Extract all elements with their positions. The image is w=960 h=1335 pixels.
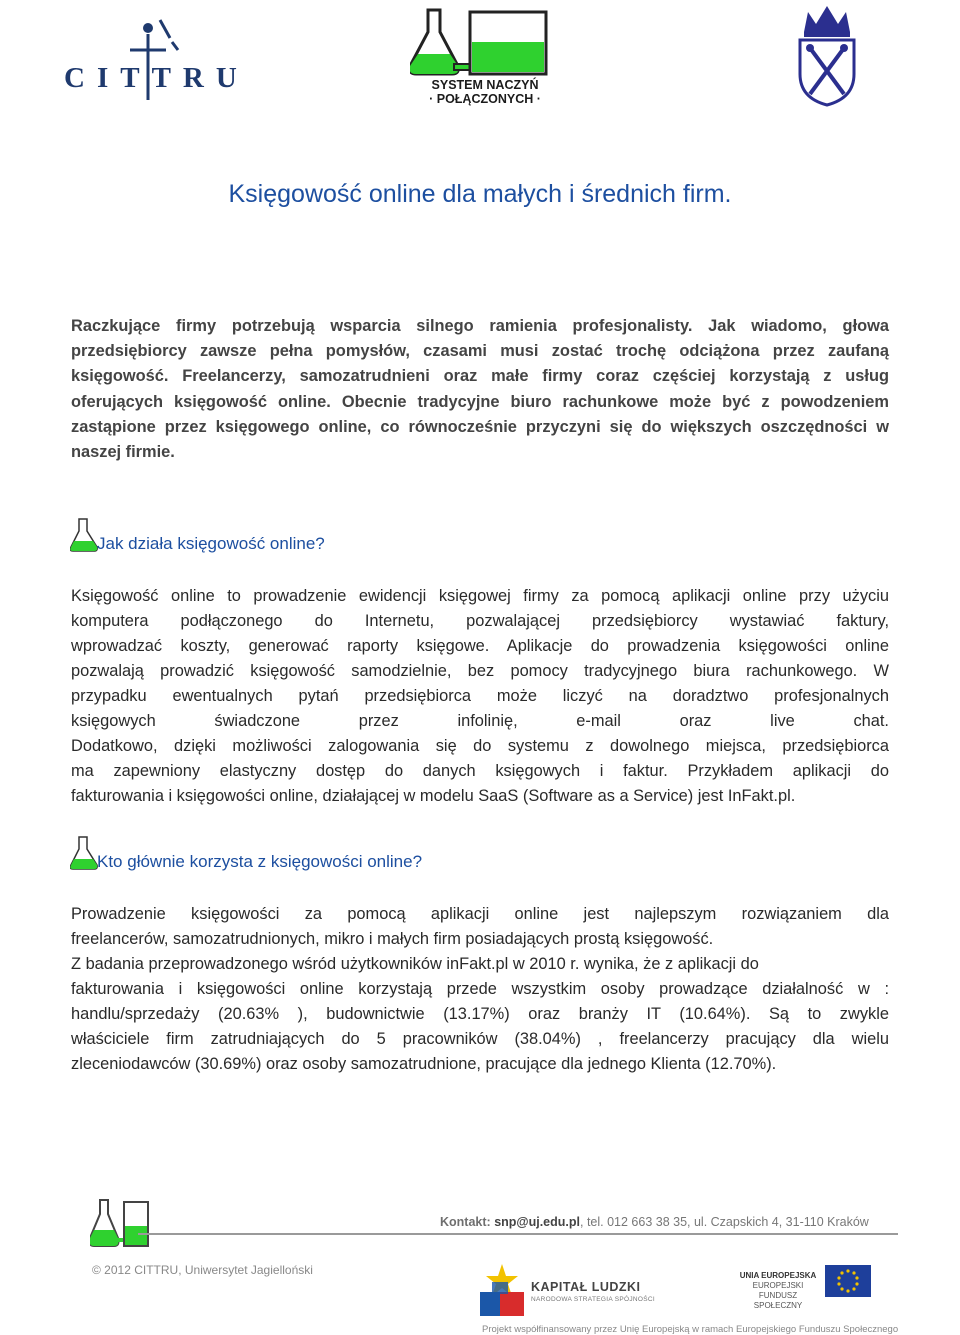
section2-line: freelancerów, samozatrudnionych, mikro i małych firm posiadających prostą księgowość. — [71, 930, 714, 948]
ue-logo-text — [738, 1271, 818, 1311]
cittru-logo — [60, 10, 240, 110]
kapital-ludzki-subtitle: NARODOWA STRATEGIA SPÓJNOŚCI — [531, 1296, 655, 1303]
snp-logo-line2: · POŁĄCZONYCH · — [429, 92, 541, 106]
intro-line: przedsiębiorcy zawsze pełna pomysłów, czasami musi zostać trochę odciążona przez zaufaną — [71, 342, 889, 361]
kapital-ludzki-title: KAPITAŁ LUDZKI — [531, 1280, 641, 1294]
intro-paragraph — [71, 314, 889, 465]
footer-flask-logo — [90, 1198, 150, 1250]
section-heading-text: Kto głównie korzysta z księgowości online? — [97, 852, 423, 871]
eu-flag-icon — [825, 1265, 871, 1297]
section1-line: przypadku ewentualnych pytań przedsiębiorca może liczyć na doradztwo profesjonalnych — [71, 687, 889, 705]
footer-copyright: © 2012 CITTRU, Uniwersytet Jagielloński — [92, 1263, 313, 1277]
page-title: Księgowość online dla małych i średnich firm. — [228, 180, 732, 208]
intro-line: Raczkujące firmy potrzebują wsparcia silnego ramienia profesjonalisty. Jak wiadomo, głowa — [71, 317, 889, 335]
section1-line: fakturowania i księgowości online, działającej w modelu SaaS (Software as a Service) jest InFakt.pl. — [71, 787, 796, 805]
section1-line: Dodatkowo, dzięki możliwości zalogowania się do systemu z dowolnego miejsca, przedsiębiorca — [71, 737, 889, 755]
flask-icon — [70, 835, 100, 871]
section2-line: Prowadzenie księgowości za pomocą aplikacji online jest najlepszym rozwiązaniem dla — [71, 905, 889, 923]
section1-line: Księgowość online to prowadzenie ewidencji księgowej firmy za pomocą aplikacji online przy użyciu — [71, 587, 889, 605]
crown-crest-icon — [796, 2, 858, 107]
section2-line: zleceniodawców (30.69%) oraz osoby samozatrudnione, pracujące dla jednego Klienta (12.70%). — [71, 1055, 777, 1073]
intro-line: oferujących księgowość online. Obecnie tradycyjne biuro rachunkowe może być z powodzeniem — [71, 392, 889, 411]
section1-line: komputera podłączonego do Internetu, pozwalającej przedsiębiorcy wystawiać faktury, — [71, 612, 889, 630]
intro-line: zastąpione przez księgowego online, co równocześnie przyczyni się do większych oszczędności w — [71, 417, 889, 436]
section1-line: wprowadzać koszty, generować raporty księgowe. Aplikacje do prowadzenia księgowości online — [71, 637, 889, 655]
intro-line: księgowość. Freelancerzy, samozatrudnieni oraz małe firmy coraz częściej korzystają z usług — [71, 367, 889, 386]
kapital-ludzki-logo — [476, 1262, 528, 1320]
ue-line1: UNIA EUROPEJSKA — [739, 1271, 817, 1280]
section2-line: właściciele firm zatrudniających do 5 pracowników (38.04%) , freelancerzy pracujący dla wielu — [71, 1030, 889, 1048]
section2-line: Z badania przeprowadzonego wśród użytkowników inFakt.pl w 2010 r. wynika, że z aplikacji do — [71, 955, 759, 973]
footer-project-note: Projekt współfinansowany przez Unię Europejską w ramach Europejskiego Funduszu Społecznego — [482, 1324, 899, 1335]
section2-line: handlu/sprzedaży (20.63% ), budownictwie (13.17%) oraz branży IT (10.64%). Są to zwykle — [71, 1005, 889, 1023]
section2-line: fakturowania i księgowości online korzystają przede wszystkim osoby prowadzące działalność w : — [71, 980, 889, 998]
flask-beaker-icon — [410, 4, 560, 84]
section2-paragraph — [71, 902, 889, 1077]
intro-line: naszej firmie. — [71, 443, 175, 462]
ue-line2: EUROPEJSKI — [752, 1281, 804, 1290]
cittru-figure-icon — [60, 10, 240, 110]
section-heading-1 — [70, 517, 570, 557]
flask-icon — [70, 517, 100, 553]
contact-label: Kontakt: — [440, 1215, 491, 1229]
ue-line3: FUNDUSZ SPOŁECZNY — [753, 1291, 803, 1310]
snp-logo-line1: SYSTEM NACZYŃ — [431, 78, 539, 92]
section1-paragraph — [71, 584, 889, 809]
uj-crest-logo — [796, 2, 858, 107]
section1-line: pozwalają prowadzić księgowość samodzielnie, bez pomocy tradycyjnego biura rachunkowego. W — [71, 662, 889, 680]
star-map-icon — [476, 1262, 528, 1320]
footer-contact — [440, 1215, 869, 1229]
section-heading-2 — [70, 835, 570, 875]
contact-details: , tel. 012 663 38 35, ul. Czapskich 4, 31-110 Kraków — [580, 1215, 869, 1229]
footer-divider — [138, 1233, 898, 1235]
flask-beaker-icon — [90, 1198, 150, 1250]
snp-logo — [410, 4, 560, 84]
cittru-logo-text: CITTRU — [64, 62, 249, 94]
section-heading-text: Jak działa księgowość online? — [97, 534, 325, 553]
contact-email-link[interactable]: snp@uj.edu.pl — [494, 1215, 580, 1229]
snp-logo-text — [402, 78, 568, 106]
section1-line: księgowych świadczone przez infolinię, e-mail oraz live chat. — [71, 712, 889, 730]
section1-line: ma zapewniony elastyczny dostęp do danych księgowych i faktur. Przykładem aplikacji do — [71, 762, 889, 780]
eu-flag-logo — [825, 1265, 871, 1297]
